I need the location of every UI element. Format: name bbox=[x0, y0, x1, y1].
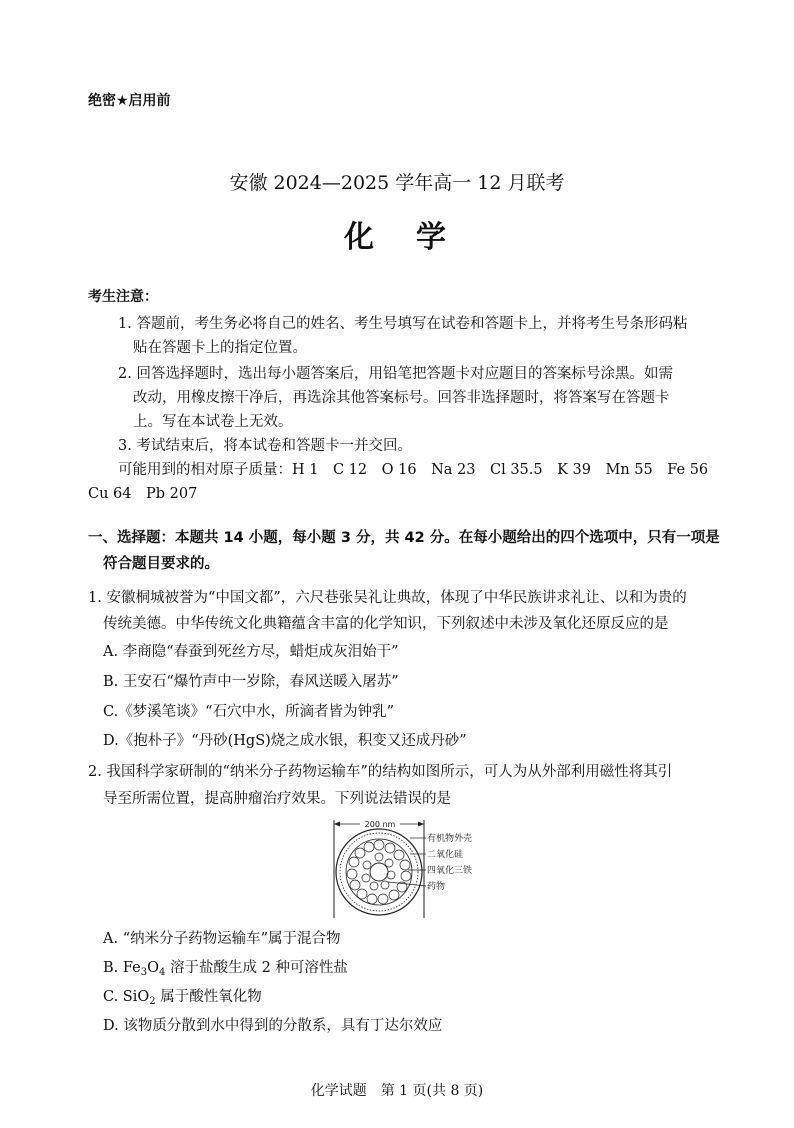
nanocarrier-figure bbox=[330, 814, 500, 924]
question-1-stem: 1. 安徽桐城被誉为“中国文都”，六尺巷张吴礼让典故，体现了中华民族讲求礼让、以和为贵的 bbox=[88, 590, 687, 606]
atomic-mass-line: 可能用到的相对原子质量：H 1 C 12 O 16 Na 23 Cl 35.5 K 39 Mn 55 Fe 56 bbox=[118, 462, 709, 478]
figure-label-shell: 有机物外壳 bbox=[427, 834, 473, 844]
notice-line: 1. 答题前，考生务必将自己的姓名、考生号填写在试卷和答题卡上，并将考生号条形码粘 bbox=[118, 316, 688, 332]
subscript: 3 bbox=[140, 967, 148, 978]
notice-line: 上。写在本试卷上无效。 bbox=[133, 414, 293, 430]
figure-label-silica: 二氧化硅 bbox=[427, 850, 464, 860]
dimension-label: 200 nm bbox=[364, 820, 396, 829]
question-2-option-d: D. 该物质分散到水中得到的分散系，具有丁达尔效应 bbox=[103, 1018, 443, 1034]
question-1-stem: 传统美德。中华传统文化典籍蕴含丰富的化学知识，下列叙述中未涉及氧化还原反应的是 bbox=[103, 616, 669, 632]
section-heading: 一、选择题：本题共 14 小题，每小题 3 分，共 42 分。在每小题给出的四个选项中，只有一项是 bbox=[88, 530, 720, 546]
option-c-text: C. SiO bbox=[103, 989, 150, 1005]
option-b-text: 溶于盐酸生成 2 种可溶性盐 bbox=[165, 960, 348, 976]
notice-line: 3. 考试结束后，将本试卷和答题卡一并交回。 bbox=[118, 438, 412, 454]
subscript: 2 bbox=[149, 996, 156, 1007]
page-footer: 化学试题 第 1 页(共 8 页) bbox=[310, 1083, 484, 1099]
question-2-stem: 2. 我国科学家研制的“纳米分子药物运输车”的结构如图所示，可人为从外部利用磁性将其引 bbox=[88, 764, 673, 780]
question-2-option-c bbox=[103, 985, 262, 1007]
figure-label-drug: 药物 bbox=[427, 882, 446, 892]
question-2-stem: 导至所需位置，提高肿瘤治疗效果。下列说法错误的是 bbox=[103, 791, 451, 807]
notice-line: 2. 回答选择题时，选出每小题答案后，用铅笔把答题卡对应题目的答案标号涂黑。如需 bbox=[118, 366, 673, 382]
notice-line: 贴在答题卡上的指定位置。 bbox=[133, 340, 307, 356]
question-1-option-a: A. 李商隐“春蚕到死丝方尽，蜡炬成灰泪始干” bbox=[103, 644, 399, 660]
notice-label: 考生注意： bbox=[88, 289, 158, 305]
subscript: 4 bbox=[159, 967, 166, 978]
subject-char: 学 bbox=[416, 220, 450, 255]
option-c-text: 属于酸性氧化物 bbox=[155, 989, 262, 1005]
secret-mark: 绝密★启用前 bbox=[88, 93, 171, 109]
option-b-text: B. Fe bbox=[103, 960, 141, 976]
exam-title: 安徽 2024—2025 学年高一 12 月联考 bbox=[229, 172, 565, 194]
option-b-text: O bbox=[147, 960, 159, 976]
subject-char: 化 bbox=[344, 220, 378, 255]
subject-title bbox=[0, 212, 794, 256]
question-1-option-c: C.《梦溪笔谈》“石穴中水，所滴者皆为钟乳” bbox=[103, 704, 395, 720]
question-1-option-b: B. 王安石“爆竹声中一岁除，春风送暖入屠苏” bbox=[103, 674, 399, 690]
question-2-option-b bbox=[103, 956, 348, 978]
question-2-option-a: A. “纳米分子药物运输车”属于混合物 bbox=[103, 931, 341, 947]
question-1-option-d: D.《抱朴子》“丹砂(HgS)烧之成水银，积变又还成丹砂” bbox=[103, 733, 467, 749]
atomic-mass-line: Cu 64 Pb 207 bbox=[88, 486, 198, 502]
section-heading: 符合题目要求的。 bbox=[103, 556, 219, 572]
figure-label-iron-oxide: 四氧化三铁 bbox=[427, 866, 473, 876]
notice-line: 改动，用橡皮擦干净后，再选涂其他答案标号。回答非选择题时，将答案写在答题卡 bbox=[133, 390, 670, 406]
